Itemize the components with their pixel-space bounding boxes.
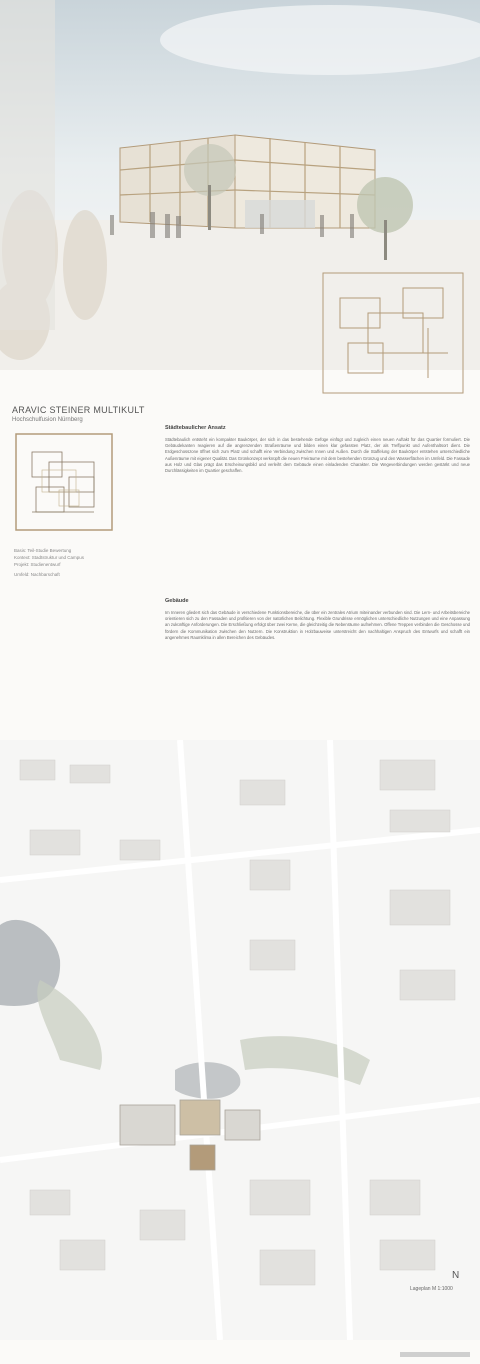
building-rendering xyxy=(120,135,375,228)
footer-bar xyxy=(400,1352,470,1357)
section-heading: Städtebaulicher Ansatz xyxy=(165,425,226,431)
meta-line: Kontext: Stadtstruktur und Campus xyxy=(14,555,85,560)
scale-label: Lageplan M 1:1000 xyxy=(410,1286,453,1292)
meta-line: Umfeld: Nachbarschaft xyxy=(14,572,60,577)
section-building xyxy=(165,598,470,641)
project-title: ARAVIC STEINER MULTIKULT xyxy=(12,405,145,415)
section-text: Städtebaulich entsteht ein kompakter Baukörper, der sich in das bestehende Gefüge einfügt und zugleich einen neuen Auftakt für das Quartier formuliert. Die Gebäudekanten reagieren auf die angrenzenden Straßenräume und bilden einen klar gefassten Platz, der als Treffpunkt und Aufenthaltsort dient. Die Erdgeschosszone öffnet sich zum Platz und schafft eine Verbindung zwischen Innen und Außen. Durch die Staffelung der Baukörper entstehen unterschiedliche Außenräume mit eigener Qualität. Das Grünkonzept verknüpft die neuen Freiräume mit dem bestehenden Grünzug und den Wasserflächen im Umfeld. Die Fassade aus Holz und Glas prägt das Erscheinungsbild und verleiht dem Gebäude einen einladenden Charakter. Die Wegeverbindungen werden gestärkt und neue Durchlässigkeiten im Quartier geschaffen. xyxy=(165,437,470,474)
section-urban xyxy=(165,425,470,474)
north-arrow: N xyxy=(452,1270,460,1281)
meta-line: Projekt: Studienentwurf xyxy=(14,562,61,567)
floor-plan-diagram xyxy=(318,268,468,398)
meta-line: Basis: Teil-Studie Bewertung xyxy=(14,548,72,553)
section-text: Im Inneren gliedert sich das Gebäude in verschiedene Funktionsbereiche, die über ein zentrales Atrium miteinander verbunden sind. Die Lern- und Arbeitsbereiche orientieren sich zu den Fassaden und profitieren von der natürlichen Belichtung. Flexible Grundrisse ermöglichen unterschiedliche Nutzungen und eine Anpassung an zukünftige Anforderungen. Die Erschließung erfolgt über zwei Kerne, die gleichzeitig die Nebenräume aufnehmen. Offene Treppen verbinden die Geschosse und fördern die Kommunikation zwischen den Nutzern. Die Konstruktion in Holzbauweise unterstreicht den nachhaltigen Anspruch des Entwurfs und schafft ein angenehmes Raumklima in allen Bereichen des Gebäudes. xyxy=(165,610,470,640)
project-subtitle: Hochschulfusion Nürnberg xyxy=(12,417,83,423)
section-heading: Gebäude xyxy=(165,598,189,604)
site-plan xyxy=(0,740,480,1340)
concept-diagram xyxy=(14,432,114,532)
